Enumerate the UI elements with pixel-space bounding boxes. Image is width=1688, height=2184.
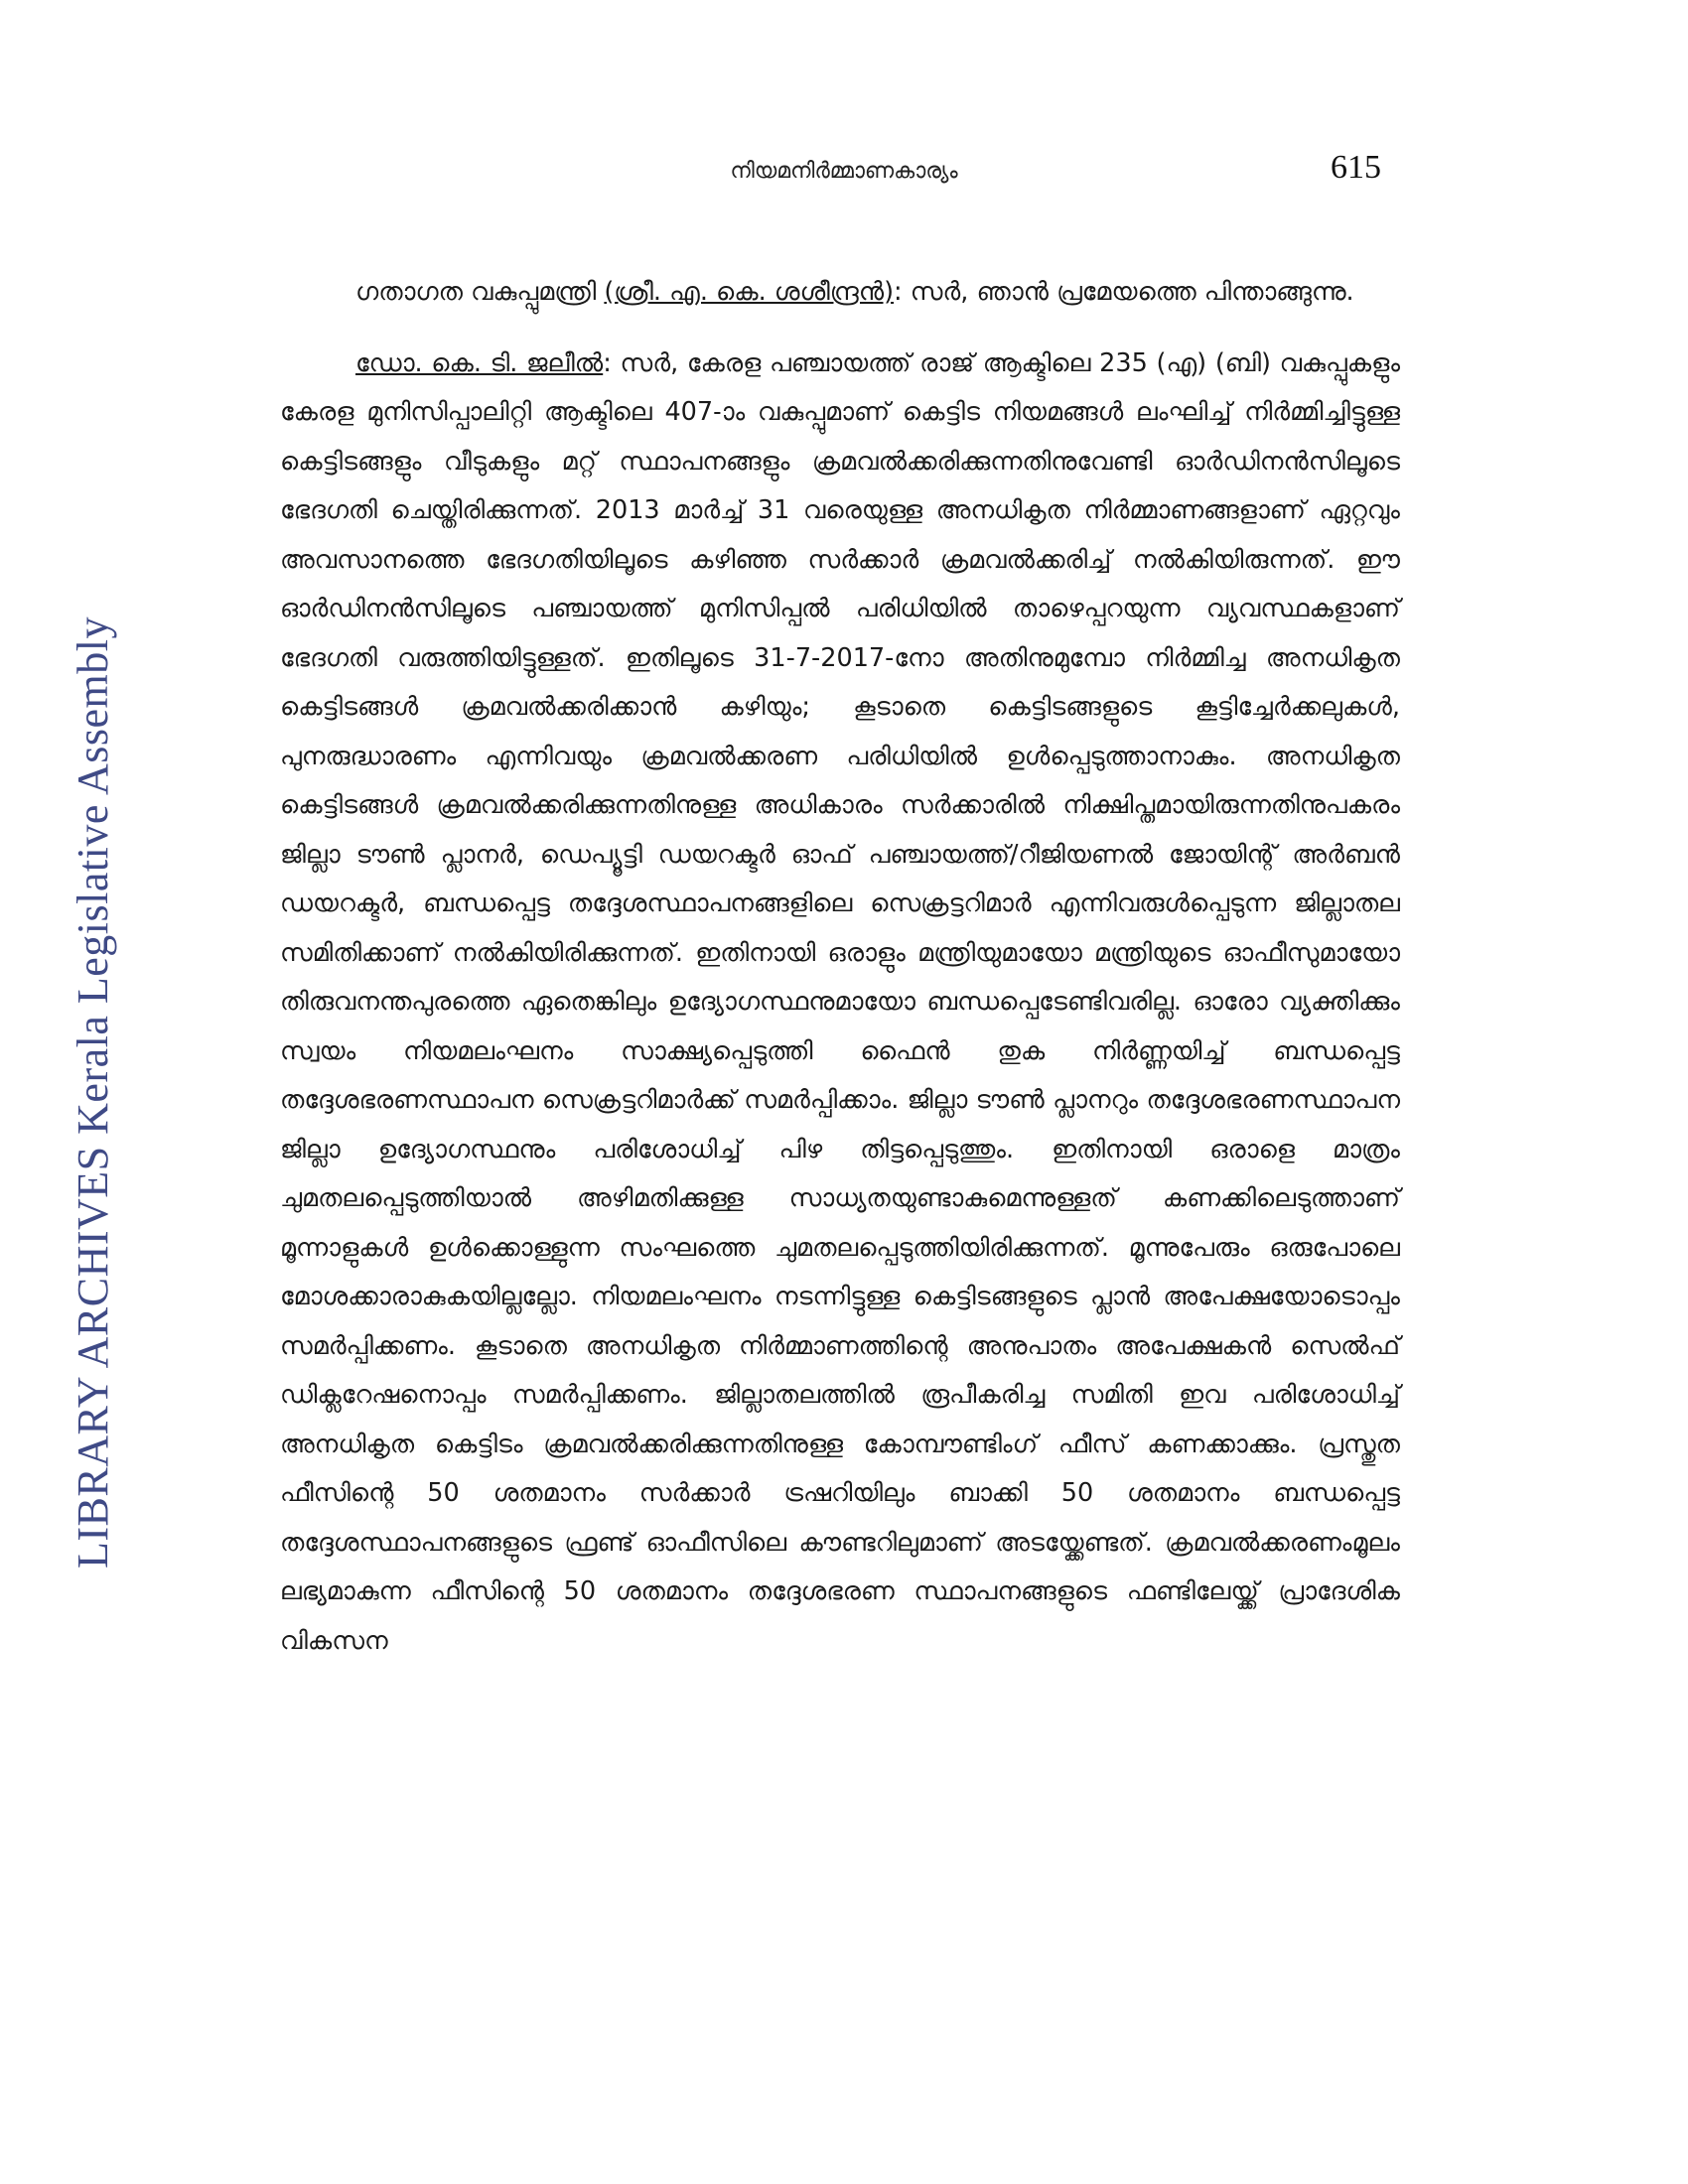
page-number: 615 <box>1331 149 1381 186</box>
speaker-name: ഡോ. കെ. ടി. ജലീൽ <box>355 347 604 378</box>
archive-watermark: LIBRARY ARCHIVES Kerala Legislative Assembly <box>69 616 117 1569</box>
running-title: നിയമനിർമ്മാണകാര്യം <box>730 159 958 184</box>
body-text <box>280 268 1400 1688</box>
paragraph-text: : സർ, കേരള പഞ്ചായത്ത് രാജ് ആക്ടിലെ 235 (എ) (ബി) വകുപ്പുകളും കേരള മുനിസിപ്പാലിറ്റി ആക്ടിലെ 407-ാം വകുപ്പുമാണ് കെട്ടിട നിയമങ്ങൾ ലംഘിച്ച് നിർമ്മിച്ചിട്ടുള്ള കെട്ടിടങ്ങളും വീടുകളും മറ്റ് സ്ഥാപനങ്ങളും ക്രമവൽക്കരിക്കുന്നതിനുവേണ്ടി ഓർഡിനൻസിലൂടെ ഭേദഗതി ചെയ്തിരിക്കുന്നത്. 2013 മാർച്ച് 31 വരെയുള്ള അനധികൃത നിർമ്മാണങ്ങളാണ് ഏറ്റവും അവസാനത്തെ ഭേദഗതിയിലൂടെ കഴിഞ്ഞ സർക്കാർ ക്രമവൽക്കരിച്ച് നൽകിയിരുന്നത്. ഈ ഓർഡിനൻസിലൂടെ പഞ്ചായത്ത് മുനിസിപ്പൽ പരിധിയിൽ താഴെപ്പറയുന്ന വ്യവസ്ഥകളാണ് ഭേദഗതി വരുത്തിയിട്ടുള്ളത്. ഇതിലൂടെ 31-7-2017-നോ അതിനുമുമ്പോ നിർമ്മിച്ച അനധികൃത കെട്ടിടങ്ങൾ ക്രമവൽക്കരിക്കാൻ കഴിയും; കൂടാതെ കെട്ടിടങ്ങളുടെ കൂട്ടിച്ചേർക്കലുകൾ, പുനരുദ്ധാരണം എന്നിവയും ക്രമവൽക്കരണ പരിധിയിൽ ഉൾപ്പെടുത്താനാകും. അനധികൃത കെട്ടിടങ്ങൾ ക്രമവൽക്കരിക്കുന്നതിനുള്ള അധികാരം സർക്കാരിൽ നിക്ഷിപ്തമായിരുന്നതിനുപകരം ജില്ലാ ടൗൺ പ്ലാനർ, ഡെപ്യൂട്ടി ഡയറക്ടർ ഓഫ് പഞ്ചായത്ത്/റീജിയണൽ ജോയിന്റ് അർബൻ ഡയറക്ടർ, ബന്ധപ്പെട്ട തദ്ദേശസ്ഥാപനങ്ങളിലെ സെക്രട്ടറിമാർ എന്നിവരുൾപ്പെടുന്ന ജില്ലാതല സമിതിക്കാണ് നൽകിയിരിക്കുന്നത്. ഇതിനായി ഒരാളും മന്ത്രിയുമായോ മന്ത്രിയുടെ ഓഫീസുമായോ തിരുവനന്തപുരത്തെ ഏതെങ്കിലും ഉദ്യോഗസ്ഥനുമായോ ബന്ധപ്പെടേണ്ടിവരില്ല. ഓരോ വ്യക്തിക്കും സ്വയം നിയമലംഘനം സാക്ഷ്യപ്പെടുത്തി ഫൈൻ തുക നിർണ്ണയിച്ച് ബന്ധപ്പെട്ട തദ്ദേശഭരണസ്ഥാപന സെക്രട്ടറിമാർക്ക് സമർപ്പിക്കാം. ജില്ലാ ടൗൺ പ്ലാനറും തദ്ദേശഭരണസ്ഥാപന ജില്ലാ ഉദ്യോഗസ്ഥനും പരിശോധിച്ച് പിഴ തിട്ടപ്പെടുത്തും. ഇതിനായി ഒരാളെ മാത്രം ചുമതലപ്പെടുത്തിയാൽ അഴിമതിക്കുള്ള സാധ്യതയുണ്ടാകുമെന്നുള്ളത് കണക്കിലെടുത്താണ് മൂന്നാളുകൾ ഉൾക്കൊള്ളുന്ന സംഘത്തെ ചുമതലപ്പെടുത്തിയിരിക്കുന്നത്. മൂന്നുപേരും ഒരുപോലെ മോശക്കാരാകുകയില്ലല്ലോ. നിയമലംഘനം നടന്നിട്ടുള്ള കെട്ടിടങ്ങളുടെ പ്ലാൻ അപേക്ഷയോടൊപ്പം സമർപ്പിക്കണം. കൂടാതെ അനധികൃത നിർമ്മാണത്തിന്റെ അനുപാതം അപേക്ഷകൻ സെൽഫ് ഡിക്ലറേഷനൊപ്പം സമർപ്പിക്കണം. ജില്ലാതലത്തിൽ രൂപീകരിച്ച സമിതി ഇവ പരിശോധിച്ച് അനധികൃത കെട്ടിടം ക്രമവൽക്കരിക്കുന്നതിനുള്ള കോമ്പൗണ്ടിംഗ് ഫീസ് കണക്കാക്കും. പ്രസ്തുത ഫീസിന്റെ 50 ശതമാനം സർക്കാർ ട്രഷറിയിലും ബാക്കി 50 ശതമാനം ബന്ധപ്പെട്ട തദ്ദേശസ്ഥാപനങ്ങളുടെ ഫ്രണ്ട് ഓഫീസിലെ കൗണ്ടറിലുമാണ് അടയ്ക്കേണ്ടത്. ക്രമവൽക്കരണംമൂലം ലഭ്യമാകുന്ന ഫീസിന്റെ 50 ശതമാനം തദ്ദേശഭരണ സ്ഥാപനങ്ങളുടെ ഫണ്ടിലേയ്ക്ക് പ്രാദേശിക വികസന <box>280 347 1401 1656</box>
speaker-designation: ഗതാഗത വകുപ്പുമന്ത്രി <box>355 277 605 307</box>
paragraph-jaleel-speech <box>280 340 1400 1667</box>
paragraph-text: : സർ, ഞാൻ പ്രമേയത്തെ പിന്താങ്ങുന്നു. <box>894 277 1354 307</box>
paragraph-minister-reply <box>280 268 1400 318</box>
speaker-name: (ശ്രീ. എ. കെ. ശശീന്ദ്രൻ) <box>604 277 895 307</box>
